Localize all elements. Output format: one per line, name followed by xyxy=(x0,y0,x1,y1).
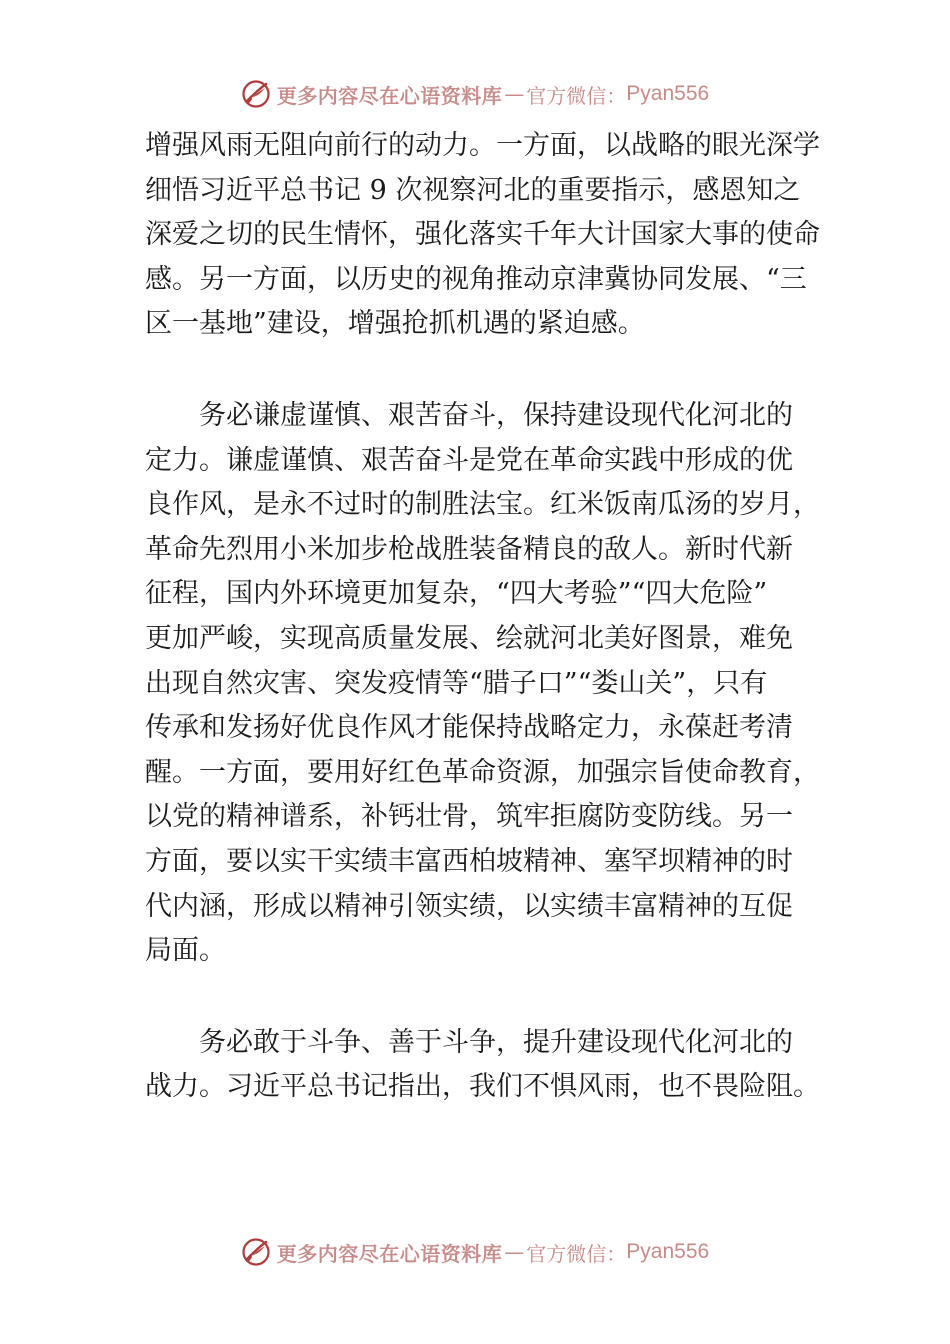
text-line: 深爱之切的民生情怀，强化落实千年大计国家大事的使命 xyxy=(145,219,820,251)
text-line: 良作风，是永不过时的制胜法宝。红米饭南瓜汤的岁月， xyxy=(145,489,820,521)
banner-wechat-id: Pyan556 xyxy=(626,1240,710,1263)
text-line: 增强风雨无阻向前行的动力。一方面，以战略的眼光深学 xyxy=(145,130,820,161)
text-line: 区一基地”建设，增强抢抓机遇的紧迫感。 xyxy=(145,308,645,340)
paragraph-2 xyxy=(145,394,825,974)
text-line: 以党的精神谱系，补钙壮骨，筑牢拒腐防变防线。另一 xyxy=(145,801,793,833)
text-line: 醒。一方面，要用好红色革命资源，加强宗旨使命教育， xyxy=(145,756,820,788)
footer-watermark-banner xyxy=(0,1232,950,1272)
text-line: 征程，国内外环境更加复杂，“四大考验”“四大危险” xyxy=(145,578,768,610)
text-line: 感。另一方面，以历史的视角推动京津冀协同发展、“三 xyxy=(145,263,807,295)
banner-site-text: 更多内容尽在心语资料库 xyxy=(276,1241,503,1266)
banner-wechat-id: Pyan556 xyxy=(626,82,710,105)
text-line: 务必敢于斗争、善于斗争，提升建设现代化河北的 xyxy=(145,1026,793,1058)
text-line: 细悟习近平总书记 9 次视察河北的重要指示，感恩知之 xyxy=(145,174,801,206)
document-body xyxy=(145,124,825,1110)
banner-wechat-label: 官方微信： xyxy=(526,83,627,108)
header-watermark-banner xyxy=(0,74,950,114)
banner-dash: — xyxy=(504,1240,525,1264)
banner-dash: — xyxy=(504,82,525,106)
text-line: 传承和发扬好优良作风才能保持战略定力，永葆赶考清 xyxy=(145,712,793,744)
text-line: 革命先烈用小米加步枪战胜装备精良的敌人。新时代新 xyxy=(145,533,793,565)
paragraph-1 xyxy=(145,124,825,347)
text-line: 代内涵，形成以精神引领实绩，以实绩丰富精神的互促 xyxy=(145,890,793,922)
text-line: 定力。谦虚谨慎、艰苦奋斗是党在革命实践中形成的优 xyxy=(145,444,793,476)
text-line: 出现自然灾害、突发疫情等“腊子口”“娄山关”，只有 xyxy=(145,667,768,699)
text-line: 战力。习近平总书记指出，我们不惧风雨，也不畏险阻。 xyxy=(145,1071,820,1103)
banner-wechat-label: 官方微信： xyxy=(526,1241,627,1266)
text-line: 局面。 xyxy=(145,935,226,967)
text-line: 更加严峻，实现高质量发展、绘就河北美好图景，难免 xyxy=(145,622,793,654)
paragraph-3 xyxy=(145,1021,825,1110)
quill-pen-logo-icon xyxy=(241,1237,271,1267)
quill-pen-logo-icon xyxy=(241,79,271,109)
text-line: 方面，要以实干实绩丰富西柏坡精神、塞罕坝精神的时 xyxy=(145,845,793,877)
banner-site-text: 更多内容尽在心语资料库 xyxy=(276,83,503,108)
text-line: 务必谦虚谨慎、艰苦奋斗，保持建设现代化河北的 xyxy=(145,399,793,431)
